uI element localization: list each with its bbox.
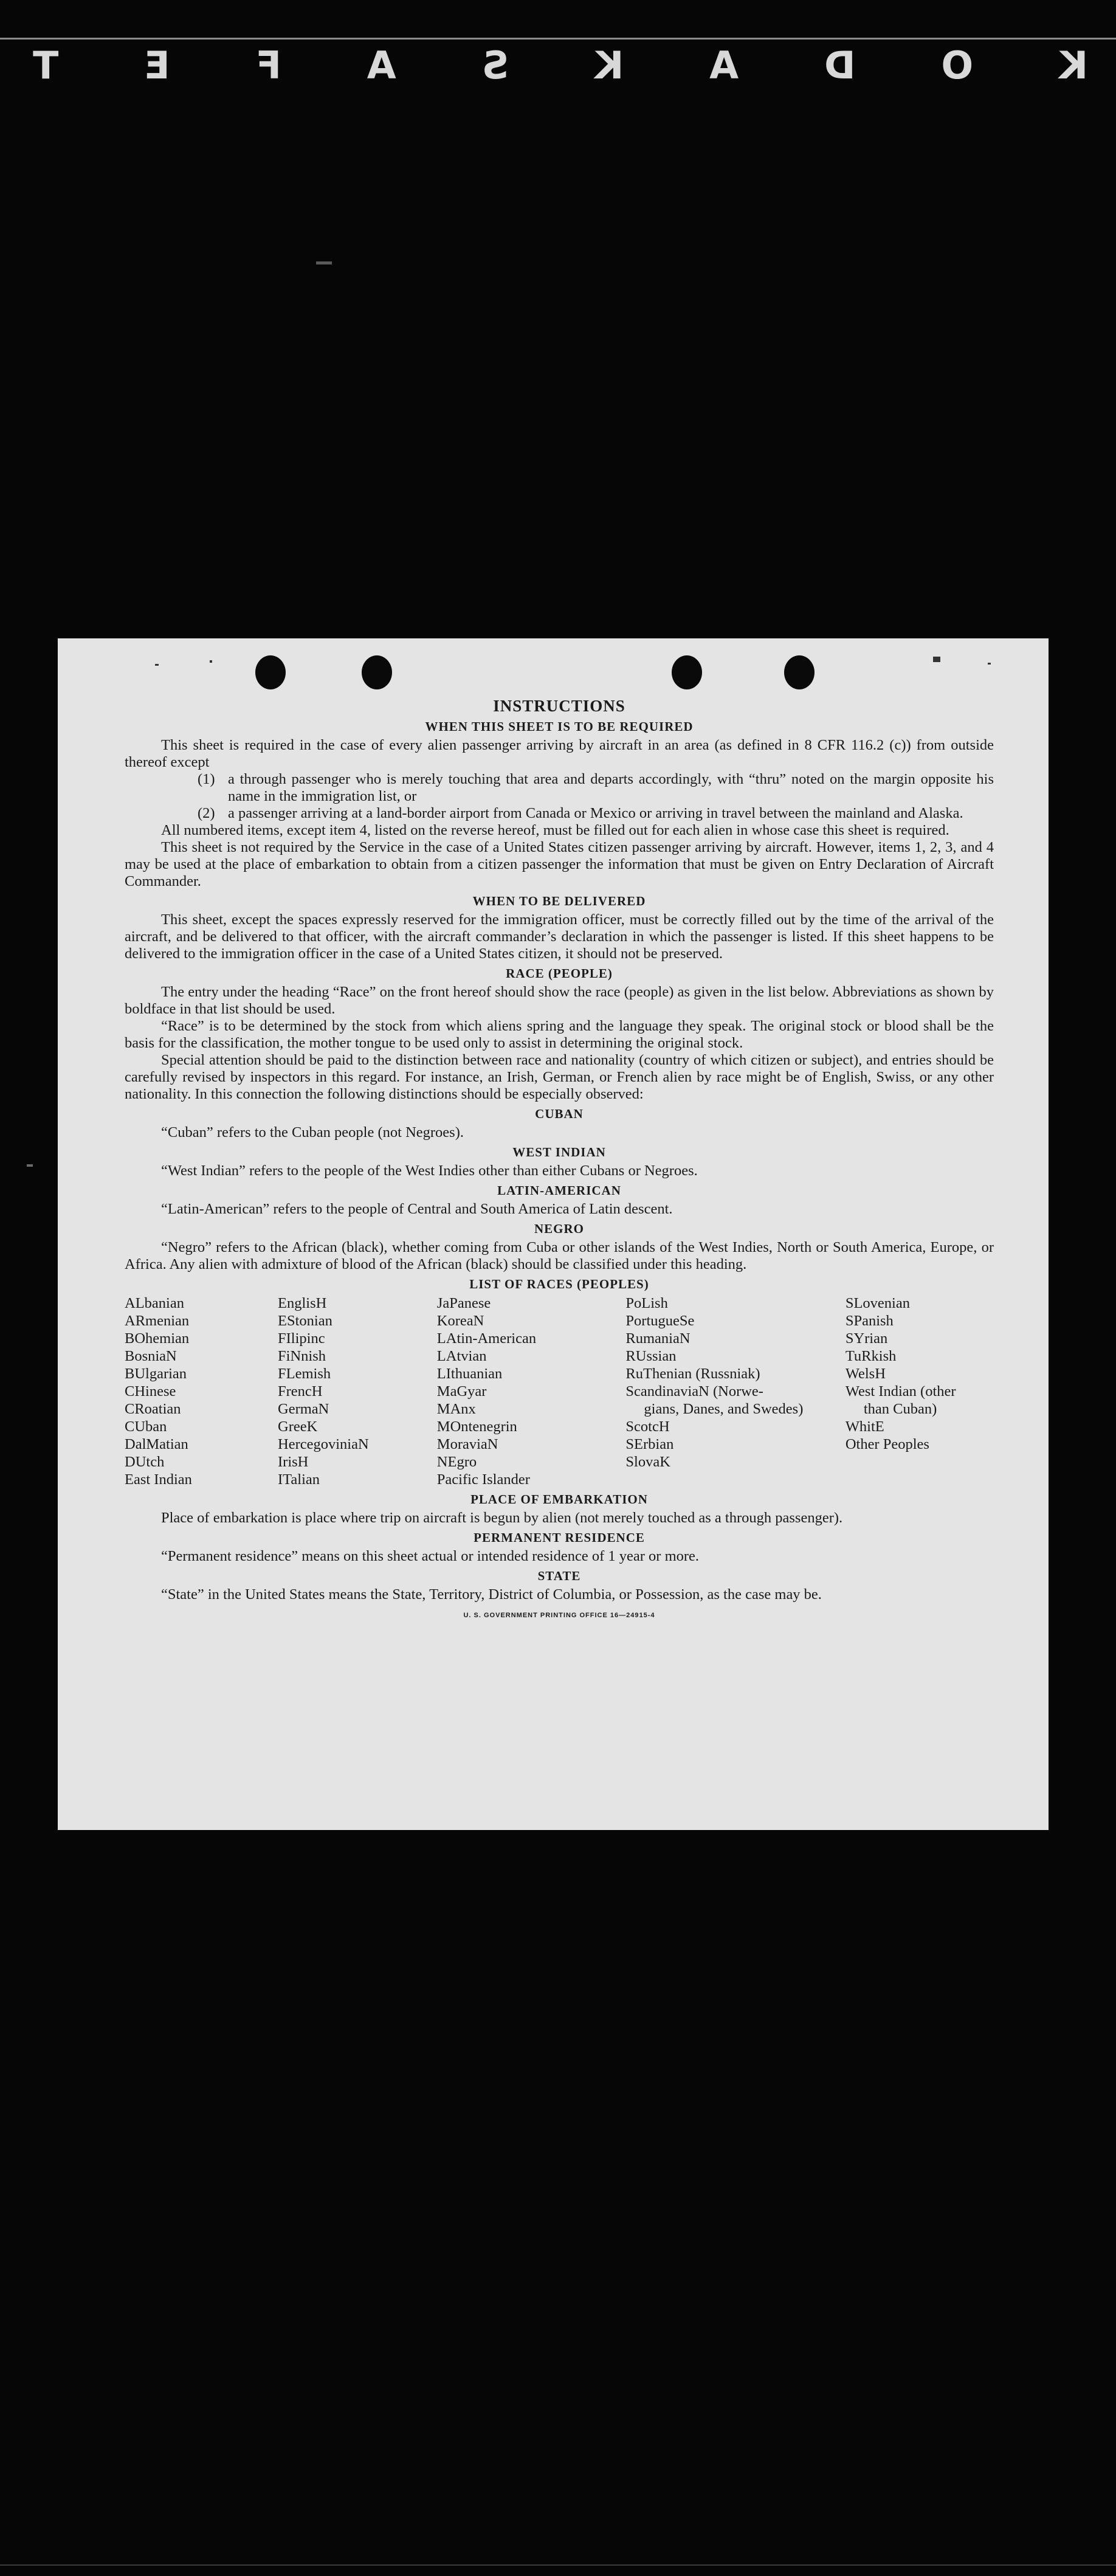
race-entry: SLovenian: [845, 1295, 910, 1311]
paragraph: The entry under the heading “Race” on the front hereof should show the race (people) as given in the list below. Abbreviations as shown by boldface in that list should be used.: [125, 984, 994, 1017]
speck: [210, 660, 212, 663]
section-heading: NEGRO: [534, 1221, 584, 1236]
paragraph: All numbered items, except item 4, listed on the reverse hereof, must be filled out for each alien in whose case this sheet is required.: [161, 822, 949, 838]
race-entry: EnglisH: [278, 1295, 327, 1311]
paragraph: “Permanent residence” means on this sheet actual or intended residence of 1 year or more.: [161, 1548, 700, 1564]
race-entry: FrencH: [278, 1383, 323, 1400]
race-entry: ARmenian: [125, 1313, 190, 1329]
race-entry: DalMatian: [125, 1436, 188, 1452]
race-entry: LAtin-American: [436, 1330, 537, 1347]
race-entry: MoraviaN: [436, 1436, 498, 1452]
race-column: [437, 1294, 626, 1488]
race-entry: KoreaN: [436, 1313, 484, 1329]
race-entry: PoLish: [625, 1295, 668, 1311]
paragraph: “Cuban” refers to the Cuban people (not Negroes).: [161, 1124, 464, 1141]
race-entry: RumaniaN: [625, 1330, 691, 1347]
section-heading: PERMANENT RESIDENCE: [474, 1530, 645, 1545]
race-entry: BOhemian: [125, 1330, 190, 1347]
section-heading: CUBAN: [535, 1107, 584, 1121]
punch-hole: [784, 655, 815, 689]
race-entry: FiNnish: [278, 1348, 326, 1364]
document-sheet: [58, 638, 1049, 1830]
race-column: [125, 1294, 278, 1488]
race-entry: SYrian: [845, 1330, 888, 1347]
race-entry: GreeK: [278, 1418, 318, 1435]
punch-hole: [255, 655, 286, 689]
race-entry: IrisH: [278, 1454, 309, 1470]
race-entry: ScandinaviaN (Norwe-: [625, 1383, 763, 1400]
race-entry: GermaN: [278, 1401, 329, 1417]
section-heading: RACE (PEOPLE): [506, 966, 613, 981]
race-entry: MOntenegrin: [436, 1418, 517, 1435]
race-entry: NEgro: [436, 1454, 477, 1470]
edge-letter: A: [364, 43, 396, 88]
edge-letter: A: [707, 43, 739, 88]
paragraph: “Race” is to be determined by the stock from which aliens spring and the language they speak. The original stock or blood shall be the basis for the classification, the mother tongue to be used only to assist in determining the original stock.: [125, 1018, 994, 1051]
section-heading: WHEN THIS SHEET IS TO BE REQUIRED: [425, 719, 694, 734]
film-side-tick: [27, 1164, 33, 1167]
race-column: [625, 1294, 845, 1488]
race-entry: BUlgarian: [125, 1366, 187, 1382]
race-entry: SErbian: [625, 1436, 674, 1452]
race-entry: CHinese: [125, 1383, 176, 1400]
race-list: [125, 1294, 994, 1488]
section-heading: WHEN TO BE DELIVERED: [472, 894, 646, 908]
race-entry: FLemish: [278, 1366, 331, 1382]
item-number: (1): [198, 771, 215, 787]
film-dash-mark: [316, 261, 332, 264]
printing-office-footer: U. S. GOVERNMENT PRINTING OFFICE 16—24915-4: [463, 1612, 655, 1619]
race-entry: SlovaK: [625, 1454, 670, 1470]
race-entry: RUssian: [625, 1348, 677, 1364]
speck: [155, 664, 159, 666]
race-entry: TuRkish: [845, 1348, 897, 1364]
paragraph: Place of embarkation is place where trip on aircraft is begun by alien (not merely touched as a through passenger).: [161, 1510, 843, 1526]
race-entry: WhitE: [845, 1418, 884, 1435]
instructions-title: INSTRUCTIONS: [493, 697, 625, 715]
race-entry-continued: than Cuban): [863, 1401, 937, 1417]
race-entry: East Indian: [125, 1471, 192, 1488]
section-heading: PLACE OF EMBARKATION: [470, 1492, 648, 1507]
edge-letter: F: [253, 43, 281, 88]
race-entry: ALbanian: [125, 1295, 184, 1311]
item-number: (2): [198, 805, 215, 821]
race-entry: LAtvian: [436, 1348, 487, 1364]
race-entry: West Indian (other: [845, 1383, 956, 1400]
race-entry: Pacific Islander: [436, 1471, 530, 1488]
race-entry: JaPanese: [436, 1295, 491, 1311]
section-heading: LIST OF RACES (PEOPLES): [469, 1277, 649, 1291]
section-heading: WEST INDIAN: [512, 1145, 606, 1159]
edge-letter: K: [1056, 43, 1088, 88]
list-item: [125, 771, 994, 805]
race-entry: HercegoviniaN: [278, 1436, 369, 1452]
edge-letter: T: [30, 43, 59, 88]
race-column: [278, 1294, 437, 1488]
paragraph: This sheet is required in the case of every alien passenger arriving by aircraft in an area (as defined in 8 CFR 116.2 (c)) from outside thereof except: [125, 737, 994, 770]
race-entry: BosniaN: [125, 1348, 177, 1364]
film-edge-marking: [30, 44, 1088, 86]
section-heading: STATE: [537, 1569, 581, 1583]
race-column: [846, 1294, 994, 1488]
section-heading: LATIN-AMERICAN: [497, 1183, 621, 1198]
edge-letter: D: [821, 43, 856, 88]
race-entry: MaGyar: [436, 1383, 487, 1400]
race-entry: ScotcH: [625, 1418, 670, 1435]
race-entry: MAnx: [436, 1401, 476, 1417]
paragraph: “State” in the United States means the State, Territory, District of Columbia, or Possession, as the case may be.: [161, 1586, 822, 1603]
speck: [933, 657, 940, 662]
paragraph: “Latin-American” refers to the people of Central and South America of Latin descent.: [161, 1201, 673, 1217]
race-entry: FIlipinc: [278, 1330, 325, 1347]
edge-letter: S: [479, 43, 509, 88]
paragraph: Special attention should be paid to the distinction between race and nationality (country of which citizen or subject), and entries should be carefully revised by inspectors in this regard. For instance, an Irish, German, or French alien by race might be of English, Swiss, or any other nationality. In this connection the following distinctions should be especially observed:: [125, 1052, 994, 1102]
edge-letter: K: [592, 43, 624, 88]
speck: [988, 663, 991, 665]
film-top-line: [0, 38, 1116, 40]
race-entry: CRoatian: [125, 1401, 181, 1417]
paragraph: “Negro” refers to the African (black), whether coming from Cuba or other islands of the West Indies, North or South America, Europe, or Africa. Any alien with admixture of blood of the African (black) should be classified under this heading.: [125, 1239, 994, 1272]
race-entry: CUban: [125, 1418, 167, 1435]
race-entry: EStonian: [278, 1313, 332, 1329]
race-entry-continued: gians, Danes, and Swedes): [644, 1401, 804, 1417]
film-bottom-line: [0, 2564, 1116, 2566]
paragraph: This sheet, except the spaces expressly reserved for the immigration officer, must be correctly filled out by the time of the arrival of the aircraft, and be delivered to that officer, with the aircraft commander’s declaration in which the passenger is listed. If this sheet happens to be delivered to the immigration officer in the case of a United States citizen, it should not be preserved.: [125, 911, 994, 962]
paragraph: This sheet is not required by the Service in the case of a United States citizen passenger arriving by aircraft. However, items 1, 2, 3, and 4 may be used at the place of embarkation to obtain from a citizen passenger the information that must be given on Entry Declaration of Aircraft Commander.: [125, 839, 994, 889]
paragraph: “West Indian” refers to the people of the West Indies other than either Cubans or Negroes.: [161, 1162, 698, 1179]
race-entry: LIthuanian: [436, 1366, 503, 1382]
edge-letter: O: [939, 43, 974, 88]
edge-letter: E: [142, 43, 170, 88]
race-entry: PortugueSe: [625, 1313, 695, 1329]
race-entry: ITalian: [278, 1471, 320, 1488]
race-entry: SPanish: [845, 1313, 894, 1329]
race-entry: DUtch: [125, 1454, 165, 1470]
item-text: a through passenger who is merely touching that area and departs accordingly, with “thru” noted on the margin opposite his name in the immigration list, or: [228, 771, 994, 804]
race-entry: RuThenian (Russniak): [625, 1366, 760, 1382]
item-text: a passenger arriving at a land-border airport from Canada or Mexico or arriving in travel between the mainland and Alaska.: [228, 805, 963, 821]
punch-hole: [672, 655, 702, 689]
list-item: [125, 805, 994, 822]
punch-hole: [362, 655, 392, 689]
race-entry: WelsH: [845, 1366, 886, 1382]
race-entry: Other Peoples: [845, 1436, 929, 1452]
